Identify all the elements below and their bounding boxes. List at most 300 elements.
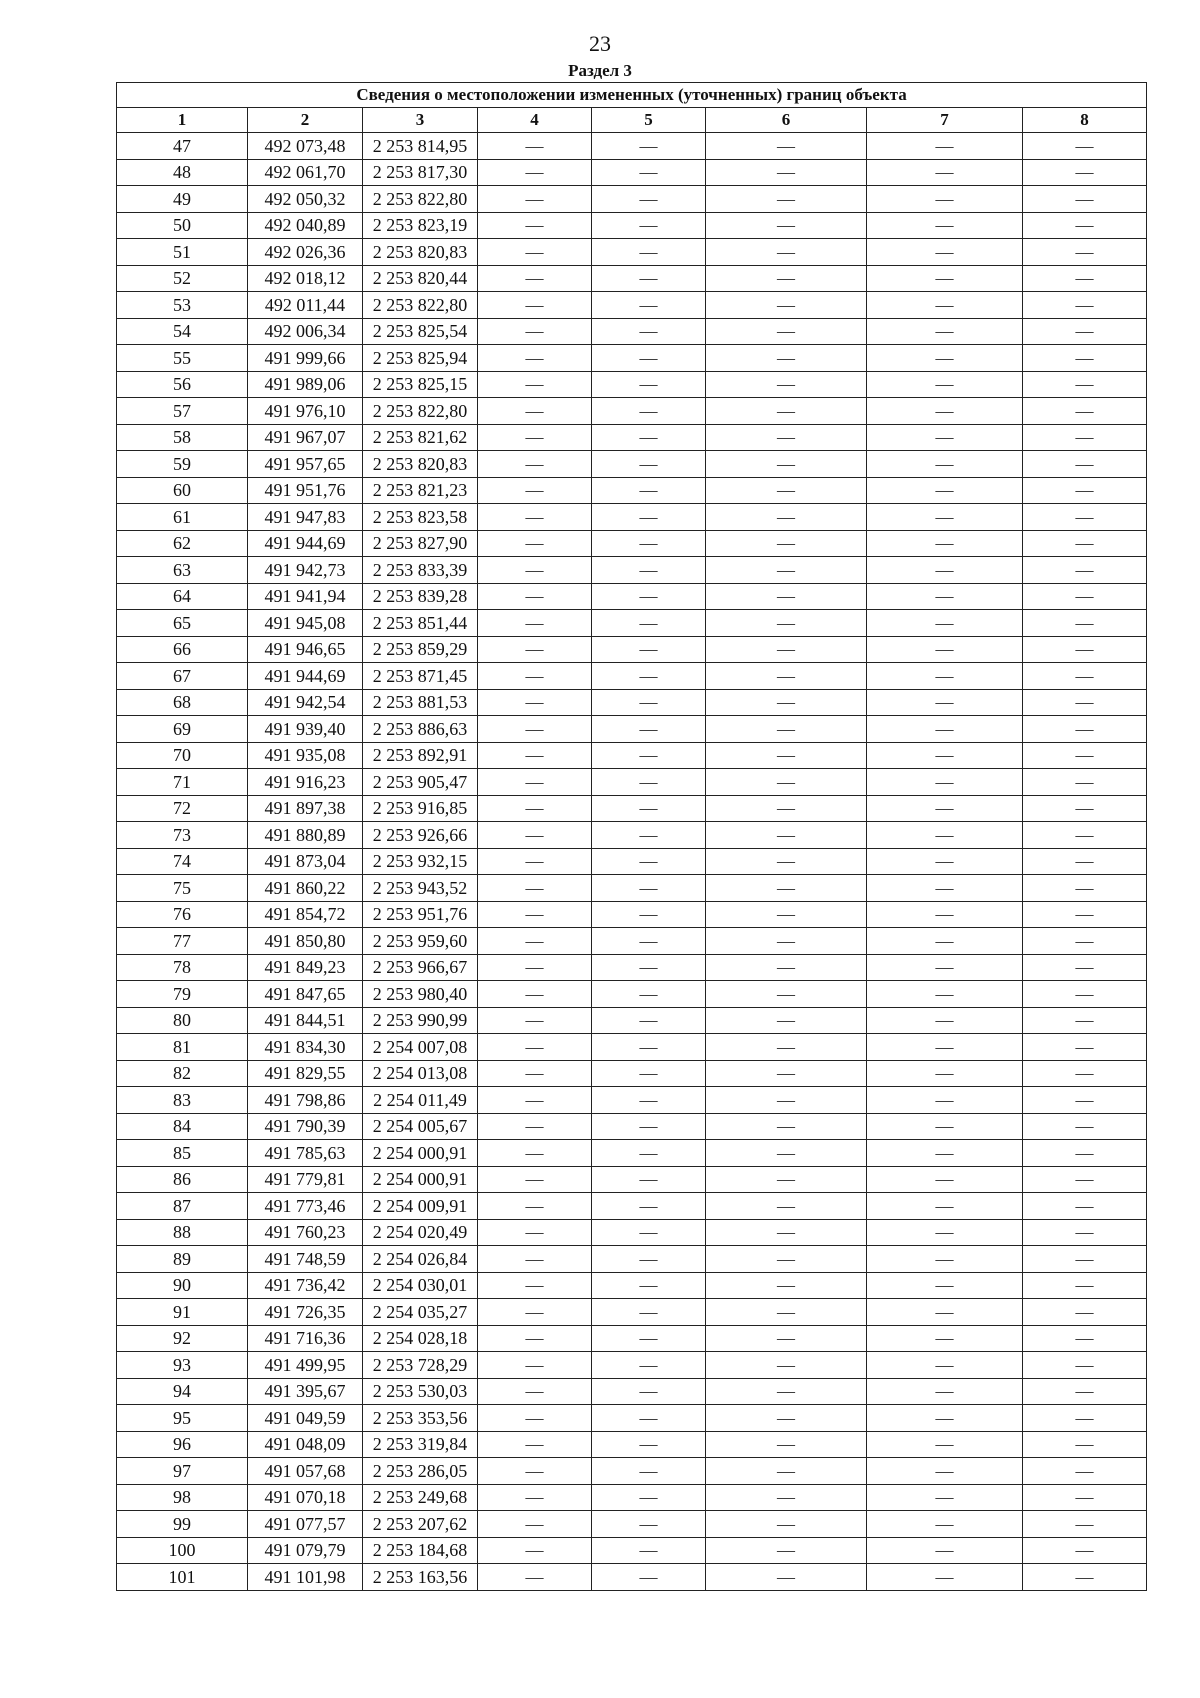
- table-row: [117, 292, 1147, 319]
- empty-value-dash: —: [706, 557, 867, 584]
- empty-value-dash: —: [592, 1060, 706, 1087]
- point-number-cell: 89: [117, 1246, 248, 1273]
- empty-value-dash: —: [706, 265, 867, 292]
- x-coordinate-cell: 491 854,72: [248, 901, 363, 928]
- empty-value-dash: —: [478, 1246, 592, 1273]
- empty-value-dash: —: [1023, 1113, 1147, 1140]
- empty-value-dash: —: [1023, 530, 1147, 557]
- empty-value-dash: —: [592, 1113, 706, 1140]
- empty-value-dash: —: [867, 981, 1023, 1008]
- x-coordinate-cell: 491 499,95: [248, 1352, 363, 1379]
- y-coordinate-cell: 2 253 980,40: [363, 981, 478, 1008]
- empty-value-dash: —: [867, 1458, 1023, 1485]
- table-row: [117, 1511, 1147, 1538]
- empty-value-dash: —: [478, 1193, 592, 1220]
- empty-value-dash: —: [1023, 928, 1147, 955]
- empty-value-dash: —: [592, 530, 706, 557]
- x-coordinate-cell: 492 073,48: [248, 133, 363, 160]
- point-number-cell: 63: [117, 557, 248, 584]
- empty-value-dash: —: [867, 371, 1023, 398]
- empty-value-dash: —: [1023, 345, 1147, 372]
- empty-value-dash: —: [867, 477, 1023, 504]
- empty-value-dash: —: [1023, 1166, 1147, 1193]
- empty-value-dash: —: [478, 795, 592, 822]
- y-coordinate-cell: 2 253 871,45: [363, 663, 478, 690]
- empty-value-dash: —: [1023, 371, 1147, 398]
- empty-value-dash: —: [478, 424, 592, 451]
- x-coordinate-cell: 492 011,44: [248, 292, 363, 319]
- y-coordinate-cell: 2 253 822,80: [363, 186, 478, 213]
- y-coordinate-cell: 2 253 966,67: [363, 954, 478, 981]
- empty-value-dash: —: [706, 1140, 867, 1167]
- empty-value-dash: —: [867, 239, 1023, 266]
- table-row: [117, 265, 1147, 292]
- empty-value-dash: —: [867, 1140, 1023, 1167]
- x-coordinate-cell: 491 989,06: [248, 371, 363, 398]
- x-coordinate-cell: 491 079,79: [248, 1537, 363, 1564]
- empty-value-dash: —: [706, 848, 867, 875]
- empty-value-dash: —: [478, 345, 592, 372]
- empty-value-dash: —: [592, 742, 706, 769]
- empty-value-dash: —: [478, 1113, 592, 1140]
- empty-value-dash: —: [867, 1299, 1023, 1326]
- empty-value-dash: —: [1023, 1352, 1147, 1379]
- empty-value-dash: —: [867, 583, 1023, 610]
- empty-value-dash: —: [478, 1352, 592, 1379]
- x-coordinate-cell: 491 070,18: [248, 1484, 363, 1511]
- empty-value-dash: —: [706, 795, 867, 822]
- empty-value-dash: —: [1023, 239, 1147, 266]
- empty-value-dash: —: [478, 159, 592, 186]
- x-coordinate-cell: 491 844,51: [248, 1007, 363, 1034]
- empty-value-dash: —: [706, 1219, 867, 1246]
- empty-value-dash: —: [1023, 1378, 1147, 1405]
- empty-value-dash: —: [1023, 689, 1147, 716]
- empty-value-dash: —: [478, 769, 592, 796]
- y-coordinate-cell: 2 253 821,23: [363, 477, 478, 504]
- table-row: [117, 557, 1147, 584]
- x-coordinate-cell: 491 947,83: [248, 504, 363, 531]
- empty-value-dash: —: [1023, 477, 1147, 504]
- empty-value-dash: —: [1023, 186, 1147, 213]
- empty-value-dash: —: [592, 716, 706, 743]
- empty-value-dash: —: [478, 1378, 592, 1405]
- table-row: [117, 1087, 1147, 1114]
- empty-value-dash: —: [867, 1511, 1023, 1538]
- empty-value-dash: —: [478, 239, 592, 266]
- empty-value-dash: —: [867, 610, 1023, 637]
- y-coordinate-cell: 2 253 926,66: [363, 822, 478, 849]
- y-coordinate-cell: 2 254 007,08: [363, 1034, 478, 1061]
- y-coordinate-cell: 2 253 207,62: [363, 1511, 478, 1538]
- point-number-cell: 74: [117, 848, 248, 875]
- y-coordinate-cell: 2 253 163,56: [363, 1564, 478, 1591]
- empty-value-dash: —: [1023, 1511, 1147, 1538]
- table-row: [117, 318, 1147, 345]
- empty-value-dash: —: [706, 451, 867, 478]
- x-coordinate-cell: 491 873,04: [248, 848, 363, 875]
- empty-value-dash: —: [1023, 1431, 1147, 1458]
- x-coordinate-cell: 491 951,76: [248, 477, 363, 504]
- page-number: 23: [589, 31, 611, 56]
- point-number-cell: 98: [117, 1484, 248, 1511]
- y-coordinate-cell: 2 253 814,95: [363, 133, 478, 160]
- table-row: [117, 981, 1147, 1008]
- empty-value-dash: —: [592, 875, 706, 902]
- empty-value-dash: —: [706, 292, 867, 319]
- table-row: [117, 477, 1147, 504]
- point-number-cell: 87: [117, 1193, 248, 1220]
- empty-value-dash: —: [867, 451, 1023, 478]
- y-coordinate-cell: 2 253 881,53: [363, 689, 478, 716]
- point-number-cell: 93: [117, 1352, 248, 1379]
- empty-value-dash: —: [478, 1484, 592, 1511]
- empty-value-dash: —: [478, 1272, 592, 1299]
- point-number-cell: 52: [117, 265, 248, 292]
- point-number-cell: 51: [117, 239, 248, 266]
- y-coordinate-cell: 2 254 009,91: [363, 1193, 478, 1220]
- empty-value-dash: —: [867, 159, 1023, 186]
- point-number-cell: 82: [117, 1060, 248, 1087]
- empty-value-dash: —: [1023, 133, 1147, 160]
- empty-value-dash: —: [867, 1034, 1023, 1061]
- table-row: [117, 1060, 1147, 1087]
- empty-value-dash: —: [592, 424, 706, 451]
- empty-value-dash: —: [867, 1113, 1023, 1140]
- empty-value-dash: —: [706, 530, 867, 557]
- x-coordinate-cell: 491 716,36: [248, 1325, 363, 1352]
- x-coordinate-cell: 491 760,23: [248, 1219, 363, 1246]
- empty-value-dash: —: [706, 186, 867, 213]
- empty-value-dash: —: [706, 875, 867, 902]
- empty-value-dash: —: [478, 689, 592, 716]
- empty-value-dash: —: [478, 1087, 592, 1114]
- column-number: 4: [478, 108, 592, 133]
- empty-value-dash: —: [1023, 954, 1147, 981]
- empty-value-dash: —: [478, 1405, 592, 1432]
- x-coordinate-cell: 491 939,40: [248, 716, 363, 743]
- x-coordinate-cell: 491 976,10: [248, 398, 363, 425]
- empty-value-dash: —: [592, 583, 706, 610]
- y-coordinate-cell: 2 253 820,83: [363, 239, 478, 266]
- column-number: 5: [592, 108, 706, 133]
- empty-value-dash: —: [478, 1007, 592, 1034]
- table-row: [117, 1431, 1147, 1458]
- table-row: [117, 1564, 1147, 1591]
- empty-value-dash: —: [1023, 318, 1147, 345]
- empty-value-dash: —: [867, 1219, 1023, 1246]
- empty-value-dash: —: [867, 186, 1023, 213]
- empty-value-dash: —: [1023, 610, 1147, 637]
- empty-value-dash: —: [1023, 265, 1147, 292]
- y-coordinate-cell: 2 253 184,68: [363, 1537, 478, 1564]
- empty-value-dash: —: [867, 689, 1023, 716]
- table-row: [117, 769, 1147, 796]
- empty-value-dash: —: [1023, 1246, 1147, 1273]
- empty-value-dash: —: [592, 1431, 706, 1458]
- empty-value-dash: —: [1023, 1537, 1147, 1564]
- y-coordinate-cell: 2 254 026,84: [363, 1246, 478, 1273]
- x-coordinate-cell: 491 785,63: [248, 1140, 363, 1167]
- table-row: [117, 583, 1147, 610]
- empty-value-dash: —: [706, 371, 867, 398]
- point-number-cell: 60: [117, 477, 248, 504]
- empty-value-dash: —: [1023, 1484, 1147, 1511]
- empty-value-dash: —: [1023, 1060, 1147, 1087]
- column-number-row: [117, 108, 1147, 133]
- point-number-cell: 85: [117, 1140, 248, 1167]
- y-coordinate-cell: 2 253 820,44: [363, 265, 478, 292]
- point-number-cell: 84: [117, 1113, 248, 1140]
- empty-value-dash: —: [592, 1272, 706, 1299]
- table-row: [117, 742, 1147, 769]
- empty-value-dash: —: [478, 610, 592, 637]
- y-coordinate-cell: 2 254 011,49: [363, 1087, 478, 1114]
- x-coordinate-cell: 491 967,07: [248, 424, 363, 451]
- point-number-cell: 86: [117, 1166, 248, 1193]
- empty-value-dash: —: [592, 398, 706, 425]
- empty-value-dash: —: [592, 159, 706, 186]
- empty-value-dash: —: [592, 345, 706, 372]
- empty-value-dash: —: [592, 1219, 706, 1246]
- empty-value-dash: —: [867, 1007, 1023, 1034]
- empty-value-dash: —: [1023, 875, 1147, 902]
- point-number-cell: 91: [117, 1299, 248, 1326]
- empty-value-dash: —: [706, 212, 867, 239]
- empty-value-dash: —: [1023, 583, 1147, 610]
- empty-value-dash: —: [1023, 1564, 1147, 1591]
- column-number: 6: [706, 108, 867, 133]
- y-coordinate-cell: 2 253 821,62: [363, 424, 478, 451]
- point-number-cell: 67: [117, 663, 248, 690]
- empty-value-dash: —: [867, 292, 1023, 319]
- x-coordinate-cell: 491 773,46: [248, 1193, 363, 1220]
- empty-value-dash: —: [867, 1325, 1023, 1352]
- x-coordinate-cell: 491 850,80: [248, 928, 363, 955]
- empty-value-dash: —: [867, 345, 1023, 372]
- y-coordinate-cell: 2 253 959,60: [363, 928, 478, 955]
- empty-value-dash: —: [706, 1193, 867, 1220]
- y-coordinate-cell: 2 253 886,63: [363, 716, 478, 743]
- empty-value-dash: —: [706, 504, 867, 531]
- empty-value-dash: —: [592, 1140, 706, 1167]
- point-number-cell: 101: [117, 1564, 248, 1591]
- empty-value-dash: —: [478, 1299, 592, 1326]
- table-row: [117, 1034, 1147, 1061]
- empty-value-dash: —: [867, 1405, 1023, 1432]
- table-row: [117, 716, 1147, 743]
- empty-value-dash: —: [867, 795, 1023, 822]
- column-number: 2: [248, 108, 363, 133]
- y-coordinate-cell: 2 253 817,30: [363, 159, 478, 186]
- empty-value-dash: —: [706, 663, 867, 690]
- table-row: [117, 345, 1147, 372]
- table-row: [117, 1458, 1147, 1485]
- empty-value-dash: —: [867, 1166, 1023, 1193]
- point-number-cell: 54: [117, 318, 248, 345]
- x-coordinate-cell: 491 101,98: [248, 1564, 363, 1591]
- empty-value-dash: —: [1023, 822, 1147, 849]
- table-row: [117, 133, 1147, 160]
- empty-value-dash: —: [592, 1325, 706, 1352]
- table-row: [117, 530, 1147, 557]
- empty-value-dash: —: [706, 1378, 867, 1405]
- empty-value-dash: —: [867, 265, 1023, 292]
- empty-value-dash: —: [478, 451, 592, 478]
- empty-value-dash: —: [867, 1431, 1023, 1458]
- empty-value-dash: —: [1023, 1034, 1147, 1061]
- x-coordinate-cell: 491 077,57: [248, 1511, 363, 1538]
- empty-value-dash: —: [706, 239, 867, 266]
- x-coordinate-cell: 491 880,89: [248, 822, 363, 849]
- empty-value-dash: —: [592, 371, 706, 398]
- empty-value-dash: —: [1023, 451, 1147, 478]
- table-row: [117, 212, 1147, 239]
- empty-value-dash: —: [592, 822, 706, 849]
- point-number-cell: 64: [117, 583, 248, 610]
- point-number-cell: 92: [117, 1325, 248, 1352]
- x-coordinate-cell: 491 957,65: [248, 451, 363, 478]
- point-number-cell: 57: [117, 398, 248, 425]
- empty-value-dash: —: [478, 901, 592, 928]
- empty-value-dash: —: [592, 769, 706, 796]
- empty-value-dash: —: [592, 663, 706, 690]
- table-row: [117, 1246, 1147, 1273]
- table-row: [117, 1193, 1147, 1220]
- empty-value-dash: —: [706, 477, 867, 504]
- empty-value-dash: —: [478, 1325, 592, 1352]
- table-row: [117, 795, 1147, 822]
- table-row: [117, 954, 1147, 981]
- empty-value-dash: —: [706, 1564, 867, 1591]
- empty-value-dash: —: [478, 742, 592, 769]
- point-number-cell: 83: [117, 1087, 248, 1114]
- point-number-cell: 47: [117, 133, 248, 160]
- point-number-cell: 99: [117, 1511, 248, 1538]
- column-number: 1: [117, 108, 248, 133]
- y-coordinate-cell: 2 254 028,18: [363, 1325, 478, 1352]
- empty-value-dash: —: [592, 318, 706, 345]
- y-coordinate-cell: 2 253 990,99: [363, 1007, 478, 1034]
- x-coordinate-cell: 491 944,69: [248, 663, 363, 690]
- x-coordinate-cell: 491 916,23: [248, 769, 363, 796]
- point-number-cell: 71: [117, 769, 248, 796]
- x-coordinate-cell: 491 847,65: [248, 981, 363, 1008]
- empty-value-dash: —: [1023, 292, 1147, 319]
- table-row: [117, 451, 1147, 478]
- empty-value-dash: —: [706, 345, 867, 372]
- empty-value-dash: —: [478, 398, 592, 425]
- empty-value-dash: —: [592, 212, 706, 239]
- empty-value-dash: —: [478, 1511, 592, 1538]
- empty-value-dash: —: [1023, 504, 1147, 531]
- x-coordinate-cell: 491 942,54: [248, 689, 363, 716]
- empty-value-dash: —: [478, 530, 592, 557]
- empty-value-dash: —: [867, 1060, 1023, 1087]
- coordinates-table: [116, 82, 1147, 1591]
- point-number-cell: 73: [117, 822, 248, 849]
- empty-value-dash: —: [1023, 742, 1147, 769]
- empty-value-dash: —: [592, 1246, 706, 1273]
- y-coordinate-cell: 2 253 859,29: [363, 636, 478, 663]
- y-coordinate-cell: 2 253 319,84: [363, 1431, 478, 1458]
- empty-value-dash: —: [1023, 1219, 1147, 1246]
- table-row: [117, 239, 1147, 266]
- empty-value-dash: —: [706, 822, 867, 849]
- empty-value-dash: —: [706, 1060, 867, 1087]
- empty-value-dash: —: [592, 636, 706, 663]
- empty-value-dash: —: [478, 875, 592, 902]
- x-coordinate-cell: 491 829,55: [248, 1060, 363, 1087]
- empty-value-dash: —: [1023, 1087, 1147, 1114]
- y-coordinate-cell: 2 253 905,47: [363, 769, 478, 796]
- table-row: [117, 822, 1147, 849]
- empty-value-dash: —: [592, 1405, 706, 1432]
- y-coordinate-cell: 2 253 353,56: [363, 1405, 478, 1432]
- empty-value-dash: —: [478, 318, 592, 345]
- y-coordinate-cell: 2 253 728,29: [363, 1352, 478, 1379]
- empty-value-dash: —: [592, 451, 706, 478]
- table-row: [117, 504, 1147, 531]
- empty-value-dash: —: [706, 610, 867, 637]
- empty-value-dash: —: [706, 1166, 867, 1193]
- x-coordinate-cell: 491 849,23: [248, 954, 363, 981]
- empty-value-dash: —: [592, 901, 706, 928]
- column-number: 7: [867, 108, 1023, 133]
- point-number-cell: 79: [117, 981, 248, 1008]
- point-number-cell: 58: [117, 424, 248, 451]
- y-coordinate-cell: 2 254 000,91: [363, 1166, 478, 1193]
- empty-value-dash: —: [867, 1246, 1023, 1273]
- empty-value-dash: —: [867, 822, 1023, 849]
- empty-value-dash: —: [706, 901, 867, 928]
- y-coordinate-cell: 2 254 005,67: [363, 1113, 478, 1140]
- table-body: [117, 133, 1147, 1591]
- point-number-cell: 90: [117, 1272, 248, 1299]
- empty-value-dash: —: [867, 557, 1023, 584]
- point-number-cell: 62: [117, 530, 248, 557]
- empty-value-dash: —: [706, 716, 867, 743]
- empty-value-dash: —: [478, 716, 592, 743]
- empty-value-dash: —: [592, 1352, 706, 1379]
- empty-value-dash: —: [706, 1405, 867, 1432]
- empty-value-dash: —: [592, 1299, 706, 1326]
- y-coordinate-cell: 2 253 286,05: [363, 1458, 478, 1485]
- section-title: Раздел 3: [568, 61, 632, 80]
- empty-value-dash: —: [706, 1325, 867, 1352]
- empty-value-dash: —: [867, 530, 1023, 557]
- empty-value-dash: —: [592, 1458, 706, 1485]
- point-number-cell: 48: [117, 159, 248, 186]
- empty-value-dash: —: [1023, 981, 1147, 1008]
- y-coordinate-cell: 2 254 000,91: [363, 1140, 478, 1167]
- empty-value-dash: —: [592, 1537, 706, 1564]
- empty-value-dash: —: [1023, 1193, 1147, 1220]
- table-row: [117, 663, 1147, 690]
- x-coordinate-cell: 491 942,73: [248, 557, 363, 584]
- table-row: [117, 1537, 1147, 1564]
- point-number-cell: 61: [117, 504, 248, 531]
- empty-value-dash: —: [478, 265, 592, 292]
- empty-value-dash: —: [478, 954, 592, 981]
- empty-value-dash: —: [478, 292, 592, 319]
- empty-value-dash: —: [706, 133, 867, 160]
- y-coordinate-cell: 2 253 951,76: [363, 901, 478, 928]
- empty-value-dash: —: [867, 928, 1023, 955]
- y-coordinate-cell: 2 253 839,28: [363, 583, 478, 610]
- empty-value-dash: —: [1023, 848, 1147, 875]
- y-coordinate-cell: 2 253 249,68: [363, 1484, 478, 1511]
